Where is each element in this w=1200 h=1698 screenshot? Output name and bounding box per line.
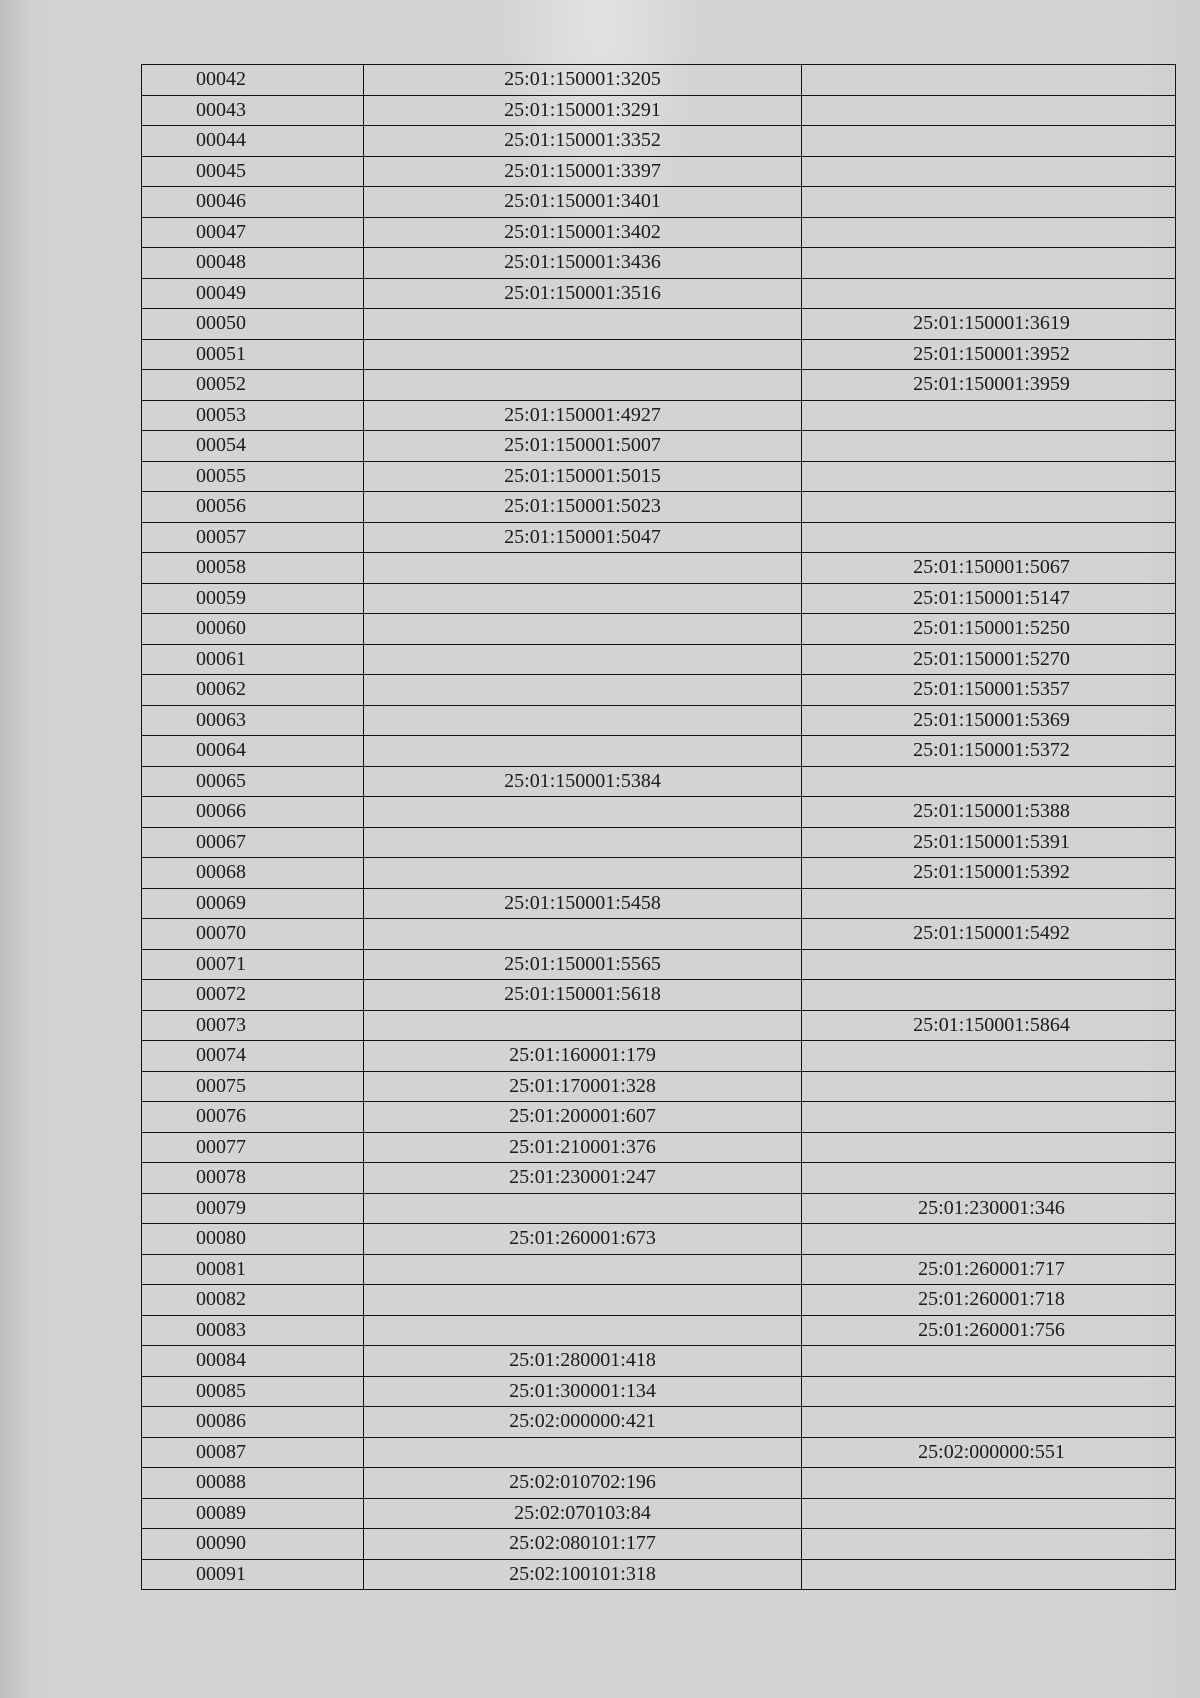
cadastral-number-cell-a bbox=[364, 370, 802, 401]
cadastral-number-cell-a: 25:01:150001:3516 bbox=[364, 278, 802, 309]
cadastral-number-cell-b bbox=[802, 980, 1176, 1011]
cadastral-number-cell-b bbox=[802, 888, 1176, 919]
row-number-cell: 00082 bbox=[142, 1285, 364, 1316]
table-row bbox=[142, 1010, 1176, 1041]
table-row bbox=[142, 1041, 1176, 1072]
cadastral-number-cell-a: 25:01:260001:673 bbox=[364, 1224, 802, 1255]
cadastral-number-cell-a bbox=[364, 858, 802, 889]
cadastral-number-cell-a: 25:02:010702:196 bbox=[364, 1468, 802, 1499]
table-row bbox=[142, 1559, 1176, 1590]
table-row bbox=[142, 339, 1176, 370]
table-row bbox=[142, 1193, 1176, 1224]
row-number-cell: 00091 bbox=[142, 1559, 364, 1590]
row-number-cell: 00066 bbox=[142, 797, 364, 828]
cadastral-number-cell-a: 25:01:200001:607 bbox=[364, 1102, 802, 1133]
row-number-cell: 00089 bbox=[142, 1498, 364, 1529]
row-number-cell: 00056 bbox=[142, 492, 364, 523]
cadastral-number-cell-a: 25:01:210001:376 bbox=[364, 1132, 802, 1163]
cadastral-number-cell-b bbox=[802, 1346, 1176, 1377]
cadastral-number-cell-a bbox=[364, 797, 802, 828]
table-row bbox=[142, 614, 1176, 645]
cadastral-number-cell-b bbox=[802, 1559, 1176, 1590]
table-row bbox=[142, 736, 1176, 767]
cadastral-number-cell-a bbox=[364, 705, 802, 736]
table-row bbox=[142, 1163, 1176, 1194]
cadastral-number-cell-a bbox=[364, 827, 802, 858]
cadastral-number-cell-b: 25:01:150001:3952 bbox=[802, 339, 1176, 370]
cadastral-number-cell-b: 25:01:150001:5369 bbox=[802, 705, 1176, 736]
cadastral-number-cell-b bbox=[802, 492, 1176, 523]
row-number-cell: 00058 bbox=[142, 553, 364, 584]
cadastral-number-cell-b bbox=[802, 1407, 1176, 1438]
table-row bbox=[142, 675, 1176, 706]
cadastral-number-cell-b: 25:01:150001:3619 bbox=[802, 309, 1176, 340]
row-number-cell: 00063 bbox=[142, 705, 364, 736]
cadastral-number-cell-a: 25:01:150001:4927 bbox=[364, 400, 802, 431]
cadastral-number-cell-b: 25:01:150001:3959 bbox=[802, 370, 1176, 401]
row-number-cell: 00051 bbox=[142, 339, 364, 370]
cadastral-number-cell-b: 25:01:150001:5388 bbox=[802, 797, 1176, 828]
cadastral-number-cell-b bbox=[802, 1071, 1176, 1102]
row-number-cell: 00071 bbox=[142, 949, 364, 980]
table-row bbox=[142, 492, 1176, 523]
row-number-cell: 00070 bbox=[142, 919, 364, 950]
cadastral-number-cell-b: 25:01:150001:5357 bbox=[802, 675, 1176, 706]
cadastral-number-cell-b bbox=[802, 1468, 1176, 1499]
cadastral-number-cell-a bbox=[364, 553, 802, 584]
cadastral-number-cell-b bbox=[802, 65, 1176, 96]
cadastral-number-cell-b: 25:01:150001:5864 bbox=[802, 1010, 1176, 1041]
cadastral-number-cell-a: 25:01:150001:3401 bbox=[364, 187, 802, 218]
cadastral-number-cell-b bbox=[802, 461, 1176, 492]
row-number-cell: 00048 bbox=[142, 248, 364, 279]
cadastral-number-cell-a: 25:01:160001:179 bbox=[364, 1041, 802, 1072]
row-number-cell: 00061 bbox=[142, 644, 364, 675]
row-number-cell: 00084 bbox=[142, 1346, 364, 1377]
row-number-cell: 00060 bbox=[142, 614, 364, 645]
cadastral-number-cell-b: 25:01:230001:346 bbox=[802, 1193, 1176, 1224]
cadastral-number-cell-a: 25:02:000000:421 bbox=[364, 1407, 802, 1438]
cadastral-number-cell-a: 25:01:170001:328 bbox=[364, 1071, 802, 1102]
cadastral-number-cell-b bbox=[802, 217, 1176, 248]
table-row bbox=[142, 248, 1176, 279]
row-number-cell: 00049 bbox=[142, 278, 364, 309]
cadastral-number-cell-b bbox=[802, 522, 1176, 553]
cadastral-number-cell-a bbox=[364, 919, 802, 950]
table-row bbox=[142, 583, 1176, 614]
row-number-cell: 00086 bbox=[142, 1407, 364, 1438]
table-row bbox=[142, 858, 1176, 889]
cadastral-number-cell-a bbox=[364, 339, 802, 370]
table-row bbox=[142, 644, 1176, 675]
cadastral-number-cell-a: 25:01:280001:418 bbox=[364, 1346, 802, 1377]
cadastral-number-cell-a: 25:01:150001:3352 bbox=[364, 126, 802, 157]
cadastral-number-cell-a bbox=[364, 736, 802, 767]
cadastral-number-cell-b bbox=[802, 431, 1176, 462]
row-number-cell: 00079 bbox=[142, 1193, 364, 1224]
table-row bbox=[142, 65, 1176, 96]
table-row bbox=[142, 461, 1176, 492]
row-number-cell: 00068 bbox=[142, 858, 364, 889]
cadastral-number-cell-b bbox=[802, 1041, 1176, 1072]
row-number-cell: 00065 bbox=[142, 766, 364, 797]
table-row bbox=[142, 1132, 1176, 1163]
row-number-cell: 00046 bbox=[142, 187, 364, 218]
cadastral-number-cell-a: 25:02:100101:318 bbox=[364, 1559, 802, 1590]
table-row bbox=[142, 1254, 1176, 1285]
cadastral-number-cell-a bbox=[364, 1285, 802, 1316]
cadastral-number-cell-b: 25:01:150001:5391 bbox=[802, 827, 1176, 858]
row-number-cell: 00073 bbox=[142, 1010, 364, 1041]
cadastral-number-cell-a: 25:01:150001:3205 bbox=[364, 65, 802, 96]
cadastral-number-cell-a: 25:01:150001:5047 bbox=[364, 522, 802, 553]
row-number-cell: 00054 bbox=[142, 431, 364, 462]
cadastral-number-cell-a: 25:01:150001:5015 bbox=[364, 461, 802, 492]
table-row bbox=[142, 553, 1176, 584]
cadastral-number-cell-b bbox=[802, 126, 1176, 157]
row-number-cell: 00053 bbox=[142, 400, 364, 431]
cadastral-number-cell-a: 25:01:150001:3402 bbox=[364, 217, 802, 248]
row-number-cell: 00078 bbox=[142, 1163, 364, 1194]
cadastral-number-cell-b bbox=[802, 1498, 1176, 1529]
cadastral-number-cell-a: 25:01:150001:3397 bbox=[364, 156, 802, 187]
cadastral-number-cell-b bbox=[802, 156, 1176, 187]
cadastral-number-cell-a bbox=[364, 1315, 802, 1346]
row-number-cell: 00090 bbox=[142, 1529, 364, 1560]
row-number-cell: 00087 bbox=[142, 1437, 364, 1468]
cadastral-number-cell-a: 25:01:230001:247 bbox=[364, 1163, 802, 1194]
row-number-cell: 00088 bbox=[142, 1468, 364, 1499]
cadastral-number-cell-a bbox=[364, 583, 802, 614]
cadastral-number-cell-b bbox=[802, 949, 1176, 980]
table-row bbox=[142, 1285, 1176, 1316]
cadastral-number-cell-b: 25:01:150001:5372 bbox=[802, 736, 1176, 767]
cadastral-number-cell-a bbox=[364, 644, 802, 675]
cadastral-number-cell-a: 25:01:150001:5007 bbox=[364, 431, 802, 462]
table-row bbox=[142, 705, 1176, 736]
cadastral-number-cell-b bbox=[802, 278, 1176, 309]
row-number-cell: 00042 bbox=[142, 65, 364, 96]
row-number-cell: 00080 bbox=[142, 1224, 364, 1255]
cadastral-number-cell-b bbox=[802, 1376, 1176, 1407]
table-row bbox=[142, 1102, 1176, 1133]
row-number-cell: 00075 bbox=[142, 1071, 364, 1102]
row-number-cell: 00076 bbox=[142, 1102, 364, 1133]
cadastral-number-cell-b bbox=[802, 1102, 1176, 1133]
cadastral-number-cell-a bbox=[364, 1193, 802, 1224]
cadastral-number-cell-a: 25:01:150001:5618 bbox=[364, 980, 802, 1011]
table-row bbox=[142, 95, 1176, 126]
cadastral-number-cell-b bbox=[802, 1224, 1176, 1255]
table-row bbox=[142, 766, 1176, 797]
table-row bbox=[142, 980, 1176, 1011]
cadastral-number-cell-a bbox=[364, 1254, 802, 1285]
table-row bbox=[142, 400, 1176, 431]
cadastral-number-cell-b bbox=[802, 1529, 1176, 1560]
cadastral-number-cell-b bbox=[802, 95, 1176, 126]
cadastral-number-cell-b: 25:01:150001:5270 bbox=[802, 644, 1176, 675]
table-row bbox=[142, 522, 1176, 553]
table-row bbox=[142, 1407, 1176, 1438]
row-number-cell: 00050 bbox=[142, 309, 364, 340]
cadastral-number-cell-b: 25:01:150001:5067 bbox=[802, 553, 1176, 584]
registry-table bbox=[141, 64, 1176, 1590]
table-row bbox=[142, 278, 1176, 309]
table-row bbox=[142, 309, 1176, 340]
cadastral-number-cell-b: 25:01:260001:718 bbox=[802, 1285, 1176, 1316]
cadastral-number-cell-a: 25:02:070103:84 bbox=[364, 1498, 802, 1529]
table-row bbox=[142, 1437, 1176, 1468]
cadastral-number-cell-a bbox=[364, 614, 802, 645]
table-row bbox=[142, 370, 1176, 401]
cadastral-number-cell-a: 25:01:150001:5023 bbox=[364, 492, 802, 523]
row-number-cell: 00072 bbox=[142, 980, 364, 1011]
table-row bbox=[142, 217, 1176, 248]
cadastral-number-cell-a bbox=[364, 1010, 802, 1041]
cadastral-number-cell-a bbox=[364, 1437, 802, 1468]
cadastral-number-cell-b bbox=[802, 187, 1176, 218]
cadastral-number-cell-b: 25:01:260001:756 bbox=[802, 1315, 1176, 1346]
cadastral-number-cell-b bbox=[802, 1163, 1176, 1194]
cadastral-number-cell-b: 25:01:150001:5492 bbox=[802, 919, 1176, 950]
row-number-cell: 00062 bbox=[142, 675, 364, 706]
cadastral-number-cell-a bbox=[364, 675, 802, 706]
cadastral-number-cell-a: 25:01:150001:5565 bbox=[364, 949, 802, 980]
cadastral-number-cell-b bbox=[802, 1132, 1176, 1163]
row-number-cell: 00074 bbox=[142, 1041, 364, 1072]
table-row bbox=[142, 126, 1176, 157]
table-row bbox=[142, 1224, 1176, 1255]
row-number-cell: 00081 bbox=[142, 1254, 364, 1285]
cadastral-number-cell-a: 25:01:150001:3291 bbox=[364, 95, 802, 126]
table-row bbox=[142, 919, 1176, 950]
cadastral-number-cell-a bbox=[364, 309, 802, 340]
cadastral-number-cell-b: 25:01:150001:5147 bbox=[802, 583, 1176, 614]
row-number-cell: 00044 bbox=[142, 126, 364, 157]
table-row bbox=[142, 827, 1176, 858]
row-number-cell: 00043 bbox=[142, 95, 364, 126]
cadastral-number-cell-a: 25:01:300001:134 bbox=[364, 1376, 802, 1407]
table-row bbox=[142, 1346, 1176, 1377]
table-row bbox=[142, 1315, 1176, 1346]
cadastral-number-cell-b bbox=[802, 248, 1176, 279]
row-number-cell: 00057 bbox=[142, 522, 364, 553]
row-number-cell: 00045 bbox=[142, 156, 364, 187]
cadastral-number-cell-b: 25:01:150001:5392 bbox=[802, 858, 1176, 889]
row-number-cell: 00059 bbox=[142, 583, 364, 614]
table-row bbox=[142, 1529, 1176, 1560]
cadastral-number-cell-b: 25:02:000000:551 bbox=[802, 1437, 1176, 1468]
table-row bbox=[142, 431, 1176, 462]
cadastral-number-cell-b bbox=[802, 766, 1176, 797]
row-number-cell: 00067 bbox=[142, 827, 364, 858]
table-row bbox=[142, 1468, 1176, 1499]
cadastral-number-cell-a: 25:01:150001:5384 bbox=[364, 766, 802, 797]
cadastral-number-cell-b: 25:01:150001:5250 bbox=[802, 614, 1176, 645]
row-number-cell: 00077 bbox=[142, 1132, 364, 1163]
cadastral-number-cell-b bbox=[802, 400, 1176, 431]
cadastral-number-cell-a: 25:01:150001:3436 bbox=[364, 248, 802, 279]
table-row bbox=[142, 949, 1176, 980]
table-row bbox=[142, 156, 1176, 187]
row-number-cell: 00083 bbox=[142, 1315, 364, 1346]
row-number-cell: 00047 bbox=[142, 217, 364, 248]
registry-table-body bbox=[142, 65, 1176, 1590]
cadastral-number-cell-b: 25:01:260001:717 bbox=[802, 1254, 1176, 1285]
row-number-cell: 00052 bbox=[142, 370, 364, 401]
table-row bbox=[142, 187, 1176, 218]
table-row bbox=[142, 1071, 1176, 1102]
table-row bbox=[142, 888, 1176, 919]
table-row bbox=[142, 1498, 1176, 1529]
row-number-cell: 00055 bbox=[142, 461, 364, 492]
cadastral-number-cell-a: 25:01:150001:5458 bbox=[364, 888, 802, 919]
row-number-cell: 00069 bbox=[142, 888, 364, 919]
cadastral-number-cell-a: 25:02:080101:177 bbox=[364, 1529, 802, 1560]
table-row bbox=[142, 797, 1176, 828]
row-number-cell: 00064 bbox=[142, 736, 364, 767]
table-row bbox=[142, 1376, 1176, 1407]
row-number-cell: 00085 bbox=[142, 1376, 364, 1407]
